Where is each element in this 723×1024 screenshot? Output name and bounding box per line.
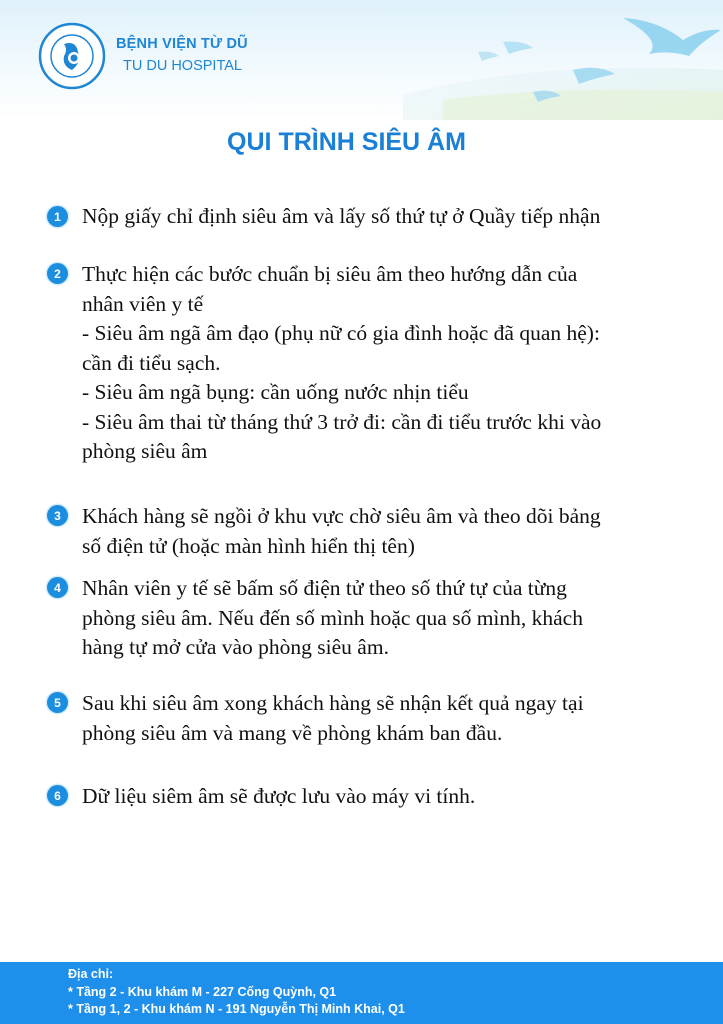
footer-address-bar (0, 962, 723, 1024)
step-line: - Siêu âm thai từ tháng thứ 3 trở đi: cần đi tiểu trước khi vào (82, 409, 602, 434)
step-number-badge: 1 (47, 206, 68, 227)
step-line: nhân viên y tế (82, 291, 204, 316)
step-text (82, 689, 692, 748)
step-line: Dữ liệu siêm âm sẽ được lưu vào máy vi tính. (82, 784, 476, 808)
step-line: phòng siêu âm và mang về phòng khám ban đầu. (82, 720, 503, 745)
step-line: cần đi tiểu sạch. (82, 350, 221, 375)
step-number-badge: 5 (47, 692, 68, 713)
birds-decoration (383, 0, 723, 120)
step-text (82, 782, 692, 812)
step-line: số điện tử (hoặc màn hình hiển thị tên) (82, 533, 415, 558)
page-title: QUI TRÌNH SIÊU ÂM (227, 128, 466, 156)
step-number-badge: 4 (47, 577, 68, 598)
step-number-badge: 3 (47, 505, 68, 526)
address-line: * Tầng 1, 2 - Khu khám N - 191 Nguyễn Thị Minh Khai, Q1 (68, 1002, 405, 1016)
step-line: Khách hàng sẽ ngồi ở khu vực chờ siêu âm và theo dõi bảng (82, 504, 601, 528)
step-line: phòng siêu âm (82, 439, 208, 463)
step-line: Sau khi siêu âm xong khách hàng sẽ nhận kết quả ngay tại (82, 691, 584, 715)
step-text (82, 502, 692, 561)
address-line: * Tầng 2 - Khu khám M - 227 Cống Quỳnh, Q1 (68, 984, 337, 999)
step-number-badge: 6 (47, 785, 68, 806)
footer-address-block (68, 966, 405, 1019)
hospital-logo (38, 22, 106, 90)
step-line: - Siêu âm ngã âm đạo (phụ nữ có gia đình hoặc đã quan hệ): (82, 321, 600, 345)
hospital-name-en: TU DU HOSPITAL (123, 58, 242, 74)
step-line: Nhân viên y tế sẽ bấm số điện tử theo số thứ tự của từng (82, 576, 567, 600)
address-label: Địa chỉ: (68, 967, 114, 981)
step-line: phòng siêu âm. Nếu đến số mình hoặc qua số mình, khách (82, 605, 583, 630)
step-number-badge: 2 (47, 263, 68, 284)
step-text (82, 260, 692, 467)
step-line: hàng tự mở cửa vào phòng siêu âm. (82, 635, 389, 659)
step-line: Thực hiện các bước chuẩn bị siêu âm theo hướng dẫn của (82, 262, 578, 286)
hospital-name-vi: BỆNH VIỆN TỪ DŨ (116, 36, 248, 52)
step-text (82, 202, 692, 232)
step-text (82, 574, 692, 663)
step-line: Nộp giấy chỉ định siêu âm và lấy số thứ tự ở Quầy tiếp nhận (82, 204, 601, 228)
step-line: - Siêu âm ngã bụng: cần uống nước nhịn tiểu (82, 380, 469, 404)
